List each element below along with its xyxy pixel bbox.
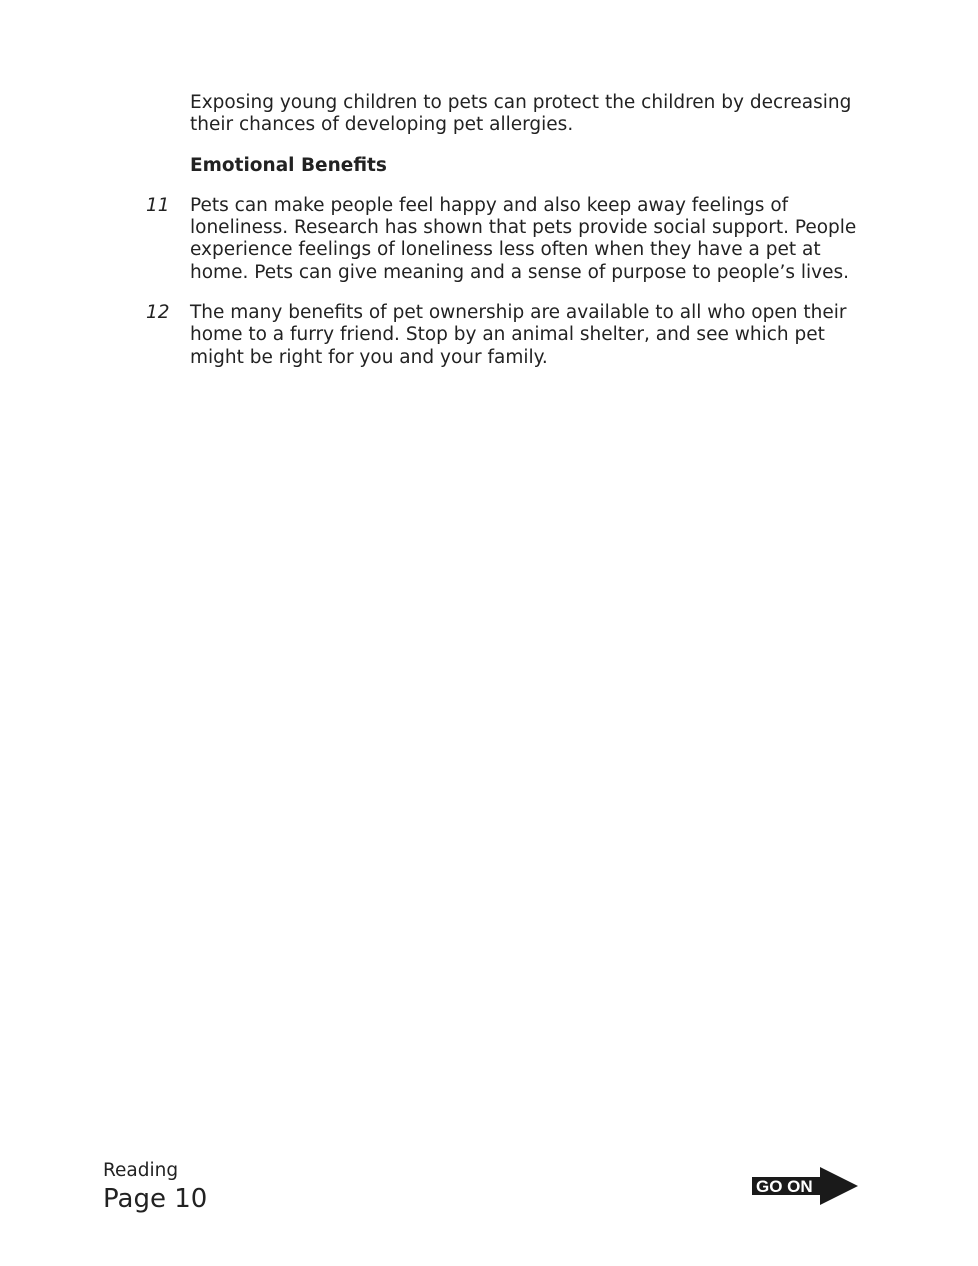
passage-paragraph-11 [146,195,866,284]
paragraph-text: Exposing young children to pets can protect the children by decreasing their chances of developing pet allergies. [190,92,852,136]
paragraph-text: Pets can make people feel happy and also keep away feelings of loneliness. Research has shown that pets provide social support. People experience feelings of loneliness less often when they have a pet at home. Pets can give meaning and a sense of purpose to people’s lives. [190,194,857,283]
go-on-text: GO ON [756,1177,813,1196]
passage-paragraph-continued [146,92,866,137]
go-on-arrow [752,1167,858,1205]
section-heading: Emotional Benefits [190,154,387,176]
paragraph-text: The many benefits of pet ownership are available to all who open their home to a furry friend. Stop by an animal shelter, and see which pet might be right for you and your family. [190,302,847,368]
paragraph-number: 12 [146,302,170,324]
paragraph-number: 11 [146,194,170,216]
go-on-arrow-icon [752,1167,858,1205]
reading-passage [146,92,866,387]
passage-paragraph-12 [146,302,866,369]
footer-subject-label: Reading [103,1160,179,1181]
footer-page-number: Page 10 [103,1184,208,1214]
